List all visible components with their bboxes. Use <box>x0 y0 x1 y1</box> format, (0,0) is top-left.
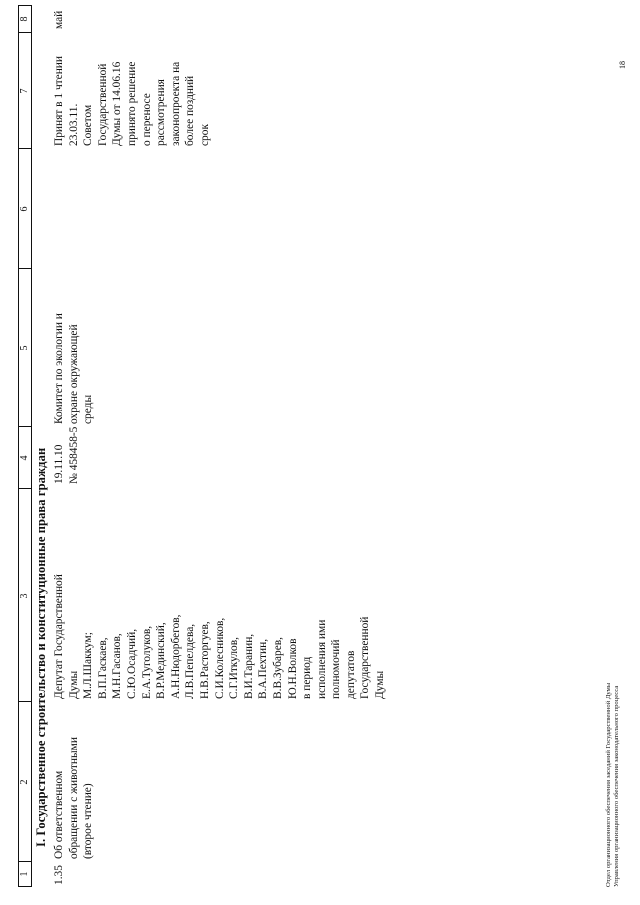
table <box>18 5 468 887</box>
row-number: 1.35 <box>53 865 65 885</box>
column-number: 7 <box>19 88 30 94</box>
header-top-rule <box>18 5 19 887</box>
table-right-edge <box>18 5 32 6</box>
column-number: 1 <box>19 871 30 877</box>
status-line: о переносе <box>140 93 153 146</box>
section-title: I. Государственное строительство и конституционные права граждан <box>34 447 48 847</box>
column-number: 3 <box>19 593 30 599</box>
column-number: 6 <box>19 206 30 212</box>
author-line: С.Г.Иткулов, <box>228 637 241 699</box>
status-cell <box>52 56 213 146</box>
page-number: 18 <box>618 61 627 69</box>
footer-line: Управления организационного обеспечения законодательного процесса <box>613 685 620 887</box>
author-line: Е.А.Туголуков, <box>140 625 153 699</box>
column-number: 4 <box>19 455 30 461</box>
author-line: В.Р.Мединский, <box>155 622 168 699</box>
author-line: В.А.Пехтин, <box>257 638 270 699</box>
author-line: Государственной <box>359 616 372 699</box>
date-cell <box>52 427 81 489</box>
bill-number: № 458458-5 <box>67 426 80 484</box>
author-line: Думы <box>374 670 387 699</box>
committee-line: среды <box>82 394 95 424</box>
column-divider <box>18 861 32 862</box>
author-line: полномочий <box>330 639 343 699</box>
status-line: Думы от 14.06.16 <box>111 61 124 146</box>
committee-line: охране окружающей <box>67 324 80 424</box>
bill-title-line: обращении с животными <box>67 737 80 859</box>
status-line: более поздний <box>184 75 197 146</box>
status-line: Принят в 1 чтении <box>53 56 65 146</box>
status-line: принято решение <box>125 61 138 146</box>
bill-title-line: (второе чтение) <box>82 783 95 859</box>
author-line: депутатов <box>344 650 357 699</box>
author-line: Н.В.Расторгуев, <box>198 621 211 699</box>
author-line: Думы <box>67 670 80 699</box>
status-line: 23.03.11. <box>67 103 80 146</box>
author-line: В.В.Зубарев, <box>271 637 284 699</box>
author-line: М.Н.Гасанов, <box>111 633 124 699</box>
submission-date: 19.11.10 <box>53 444 65 484</box>
column-divider <box>18 32 32 33</box>
column-number: 2 <box>19 779 30 785</box>
column-divider <box>18 488 32 489</box>
author-line: С.И.Колесников, <box>213 617 226 699</box>
month-cell <box>52 11 67 29</box>
month-value: май <box>53 10 65 29</box>
author-line: в период <box>301 656 314 699</box>
status-line: срок <box>198 124 211 146</box>
header-bottom-rule <box>31 5 32 887</box>
footer <box>605 683 621 887</box>
column-divider <box>18 148 32 149</box>
author-line: Ю.Н.Волков <box>286 638 299 699</box>
author-line: М.Л.Шаккум; <box>82 632 95 699</box>
column-divider <box>18 426 32 427</box>
footer-line: Отдел организационного обеспечения заседаний Государственной Думы <box>605 682 612 887</box>
column-divider <box>18 268 32 269</box>
author-line: Л.В.Пепелдева, <box>184 623 197 699</box>
bill-title-cell <box>52 737 96 859</box>
author-line: В.И.Таранин, <box>242 633 255 699</box>
author-line: В.П.Гаскаев, <box>96 637 109 699</box>
authors-cell <box>52 574 388 699</box>
status-line: Советом <box>82 104 95 146</box>
author-line: Депутат Государственной <box>53 574 65 699</box>
status-line: Государственной <box>96 63 109 146</box>
author-line: исполнения ими <box>315 619 328 699</box>
author-line: А.Н.Нюдорбегов, <box>169 614 182 699</box>
bill-title-line: Об ответственном <box>53 770 65 859</box>
committee-line: Комитет по экологии и <box>53 313 65 424</box>
author-line: С.Ю.Осадчий, <box>125 628 138 699</box>
column-number: 8 <box>19 16 30 22</box>
status-line: рассмотрения <box>155 79 168 146</box>
status-line: законопроекта на <box>169 61 182 146</box>
table-left-edge <box>18 886 32 887</box>
column-number: 5 <box>19 345 30 351</box>
committee-cell <box>52 313 96 424</box>
column-divider <box>18 701 32 702</box>
